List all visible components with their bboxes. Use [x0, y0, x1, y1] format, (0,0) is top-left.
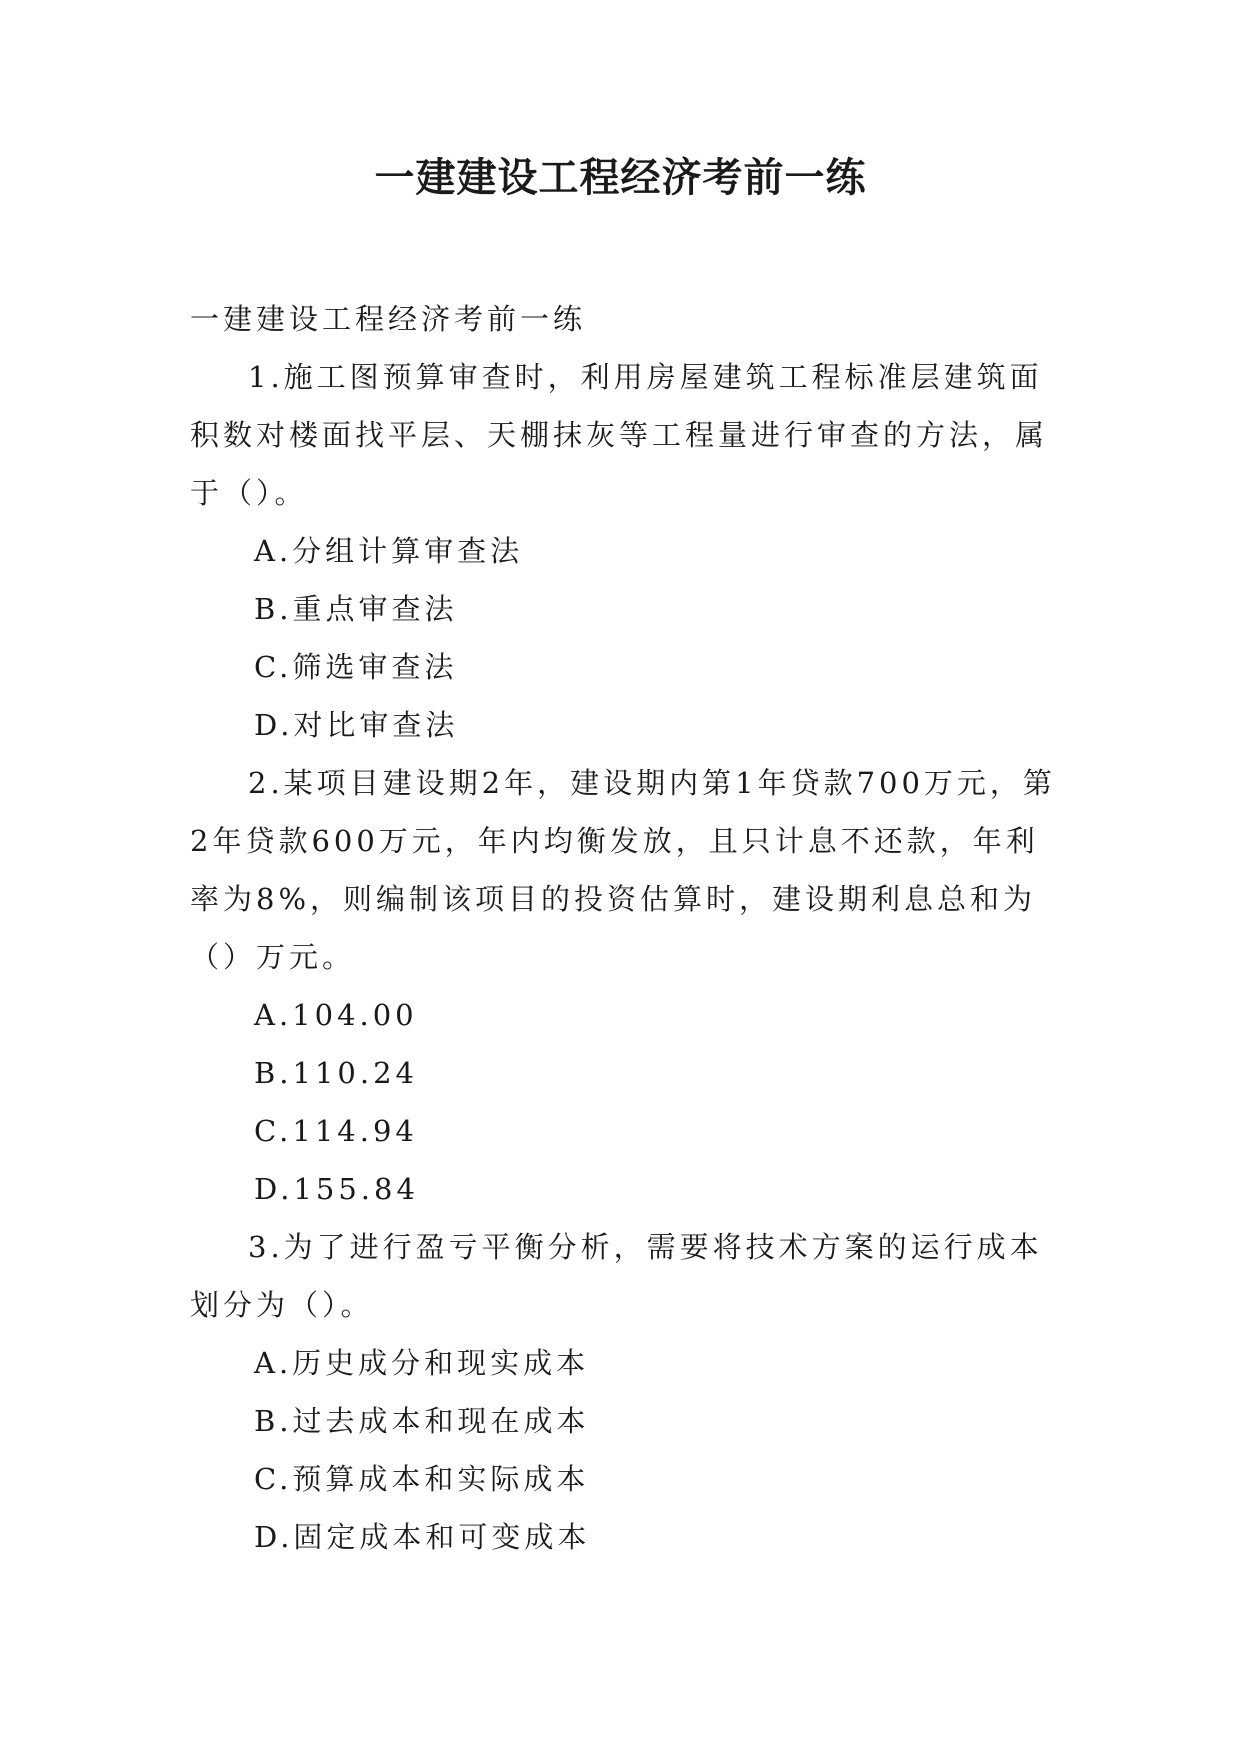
option-b: B.110.24 [254, 1056, 419, 1090]
option-a: A.分组计算审查法 [254, 534, 524, 568]
option-c: C.筛选审查法 [254, 650, 458, 684]
option-b: B.重点审查法 [254, 592, 458, 626]
option-c: C.预算成本和实际成本 [254, 1462, 590, 1496]
document-body [190, 290, 1060, 1566]
option-c: C.114.94 [254, 1114, 418, 1148]
question-1 [190, 348, 1060, 754]
option-d: D.固定成本和可变成本 [254, 1520, 591, 1554]
question-stem: 2.某项目建设期2年，建设期内第1年贷款700万元，第2年贷款600万元，年内均衡发放，且只计息不还款，年利率为8%，则编制该项目的投资估算时，建设期利息总和为（）万元。 [190, 766, 1056, 974]
question-3 [190, 1218, 1060, 1566]
question-stem: 3.为了进行盈亏平衡分析，需要将技术方案的运行成本划分为（）。 [190, 1230, 1043, 1322]
option-d: D.对比审查法 [254, 708, 459, 742]
option-b: B.过去成本和现在成本 [254, 1404, 590, 1438]
document-title: 一建建设工程经济考前一练 [374, 154, 867, 201]
question-2 [190, 754, 1060, 1218]
question-stem: 1.施工图预算审查时，利用房屋建筑工程标准层建筑面积数对楼面找平层、天棚抹灰等工程量进行审查的方法，属于（）。 [190, 360, 1049, 510]
intro-line: 一建建设工程经济考前一练 [190, 302, 587, 336]
option-a: A.104.00 [254, 998, 418, 1032]
option-d: D.155.84 [254, 1172, 419, 1206]
option-a: A.历史成分和现实成本 [254, 1346, 590, 1380]
